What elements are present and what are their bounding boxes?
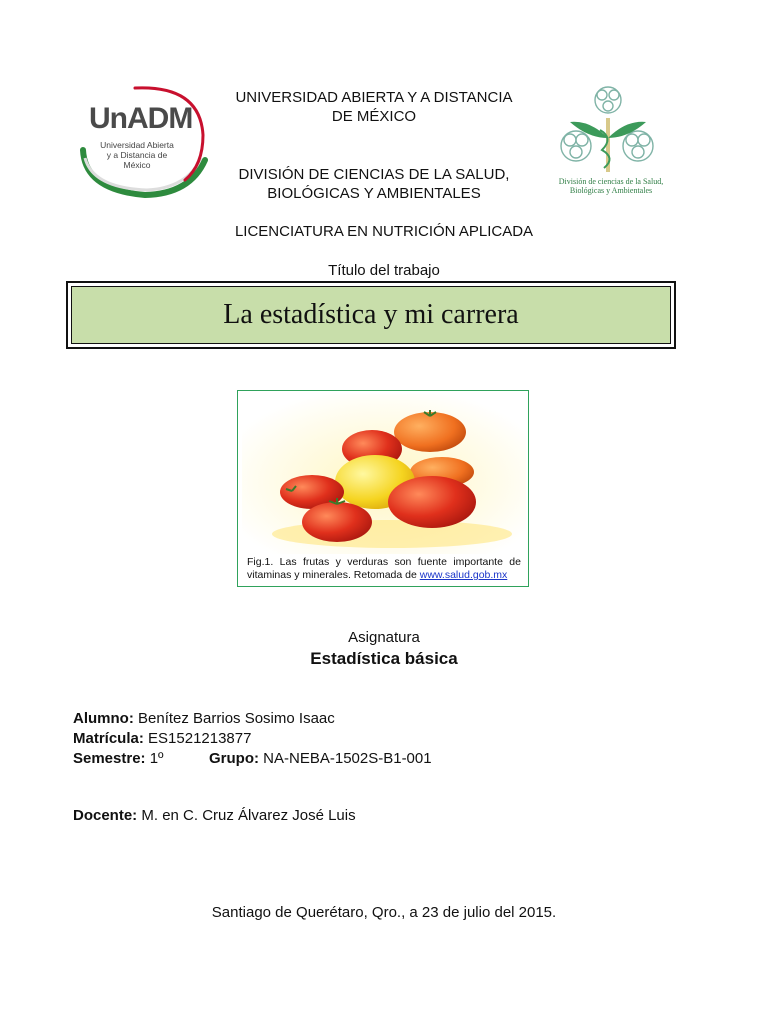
docente-row <box>73 806 673 826</box>
unadm-brand-text: UnADM <box>89 102 193 135</box>
division-emblem-graphic <box>540 80 680 180</box>
figure <box>237 390 529 587</box>
program-name: LICENCIATURA EN NUTRICIÓN APLICADA <box>234 223 534 240</box>
document-title: La estadística y mi carrera <box>223 299 519 330</box>
division-line-2: BIOLÓGICAS Y AMBIENTALES <box>267 185 481 202</box>
alumno-label: Alumno: <box>73 710 134 727</box>
university-name <box>214 88 534 126</box>
division-logo-caption: División de ciencias de la Salud, Biológicas y Ambientales <box>558 177 664 195</box>
docente-label: Docente: <box>73 807 138 824</box>
university-line-2: DE MÉXICO <box>331 108 417 125</box>
matricula-value: ES1521213877 <box>148 730 252 747</box>
matricula-row <box>73 729 673 749</box>
unadm-subtitle: Universidad Abierta y a Distancia de México <box>100 140 174 170</box>
matricula-label: Matrícula: <box>73 730 144 747</box>
docente-value: M. en C. Cruz Álvarez José Luis <box>141 807 356 824</box>
semestre-label: Semestre: <box>73 750 146 767</box>
figure-source-link[interactable]: www.salud.gob.mx <box>419 569 508 581</box>
subject-name: Estadística básica <box>310 649 458 668</box>
title-label: Título del trabajo <box>328 262 440 279</box>
alumno-value: Benítez Barrios Sosimo Isaac <box>138 710 335 727</box>
place-date: Santiago de Querétaro, Qro., a 23 de julio del 2015. <box>211 904 557 921</box>
grupo-label: Grupo: <box>209 750 259 767</box>
grupo-value: NA-NEBA-1502S-B1-001 <box>263 750 432 767</box>
division-line-1: DIVISIÓN DE CIENCIAS DE LA SALUD, <box>238 166 510 183</box>
university-line-1: UNIVERSIDAD ABIERTA Y A DISTANCIA <box>235 89 513 106</box>
subject-label: Asignatura <box>348 629 420 646</box>
tomatoes-image <box>242 394 526 554</box>
grupo-group <box>209 749 432 769</box>
semestre-value: 1º <box>149 750 164 767</box>
semestre-grupo-row <box>73 749 673 769</box>
division-name <box>214 165 534 203</box>
division-logo <box>540 80 680 200</box>
alumno-row <box>73 709 673 729</box>
unadm-logo <box>75 80 210 200</box>
student-info <box>73 709 673 769</box>
figure-caption-text: Fig.1. Las frutas y verduras son fuente importante de vitaminas y minerales. Retomada de <box>247 556 521 581</box>
title-box <box>66 281 676 349</box>
figure-caption <box>247 556 521 582</box>
